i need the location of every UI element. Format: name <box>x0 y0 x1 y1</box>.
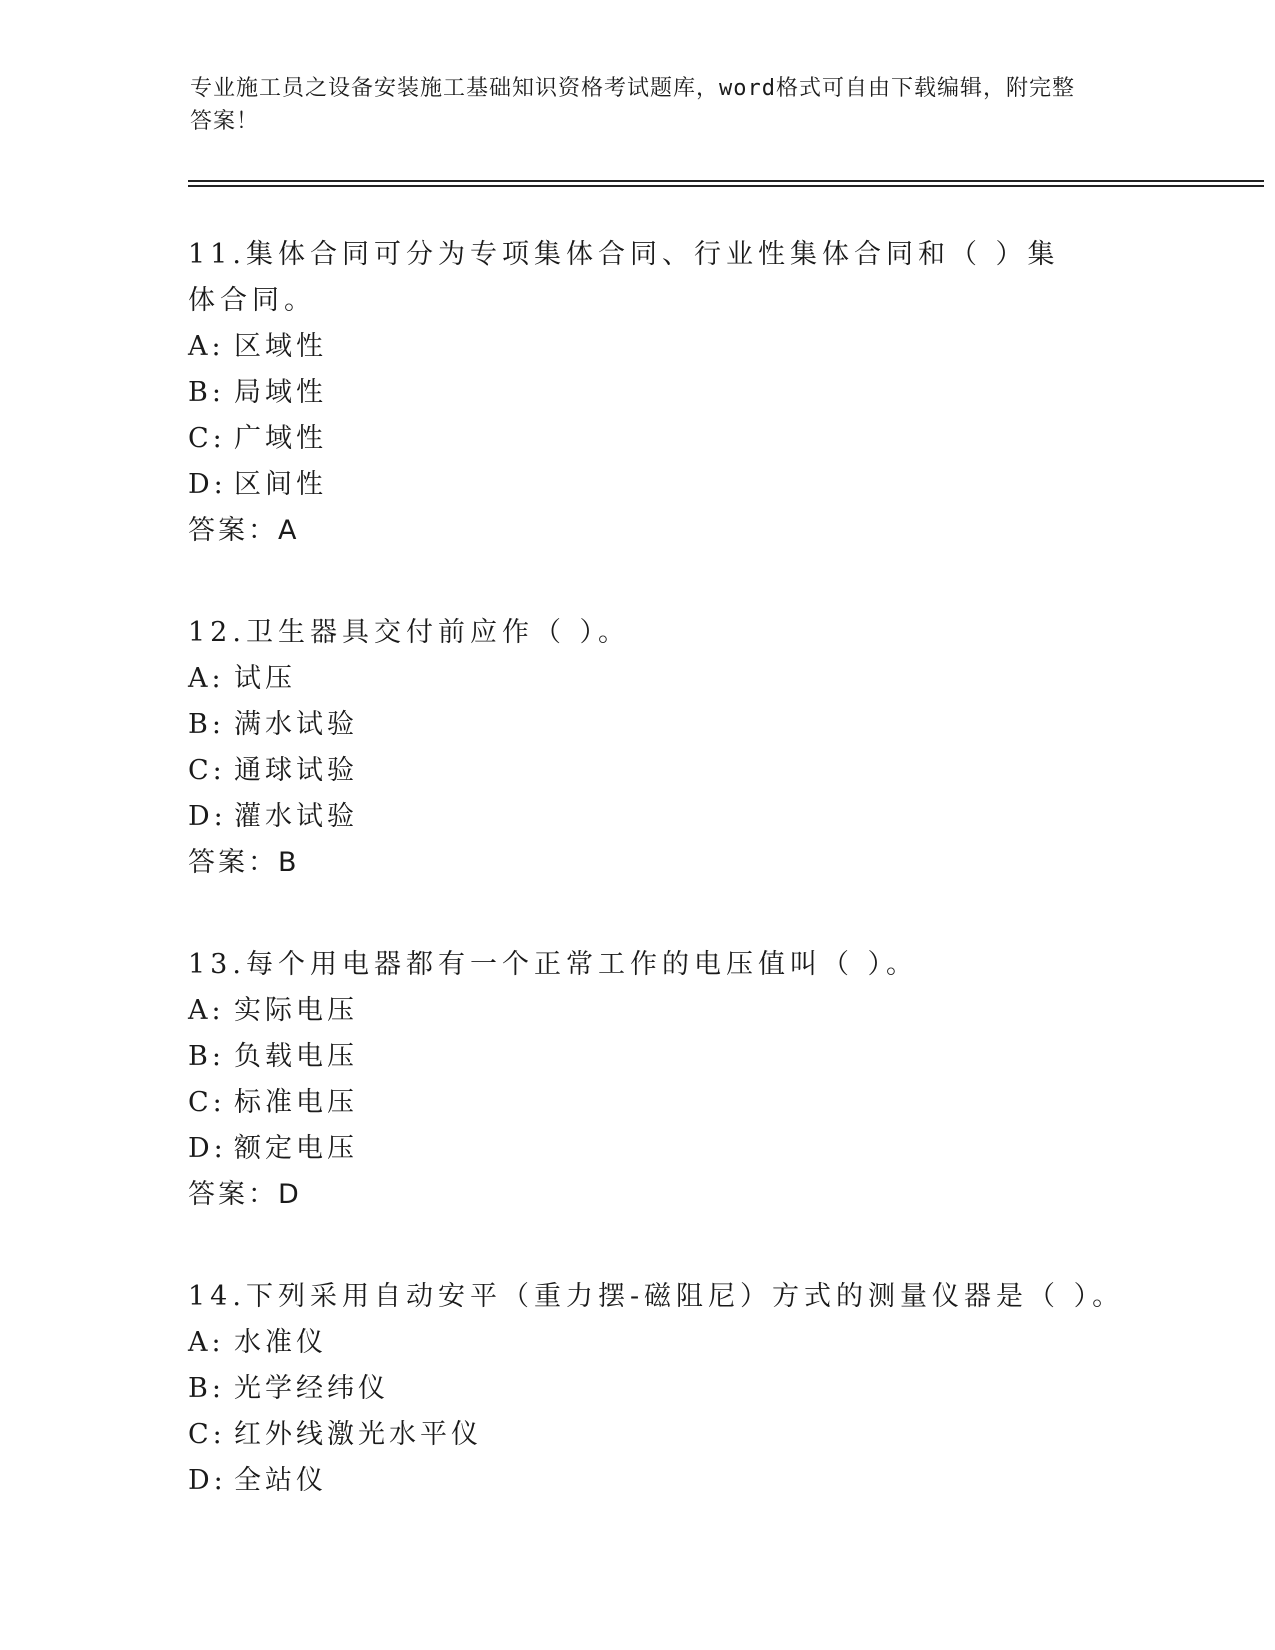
header-divider-top <box>188 180 1264 182</box>
option-text: 试压 <box>234 663 296 694</box>
option-text: 满水试验 <box>234 709 358 740</box>
option-d <box>188 1126 1188 1172</box>
question-text: 14.下列采用自动安平（重力摆-磁阻尼）方式的测量仪器是（ ）。 <box>188 1281 1125 1312</box>
option-a <box>188 324 1188 370</box>
question-11 <box>188 232 1188 554</box>
option-d <box>188 1458 1188 1504</box>
option-text: 全站仪 <box>234 1465 327 1496</box>
option-b <box>188 1366 1188 1412</box>
option-a <box>188 656 1188 702</box>
option-letter: A: <box>188 663 225 694</box>
option-c <box>188 748 1188 794</box>
option-letter: A: <box>188 331 225 362</box>
option-b <box>188 1034 1188 1080</box>
option-letter: D: <box>188 801 227 832</box>
option-b <box>188 370 1188 416</box>
option-text: 灌水试验 <box>234 801 358 832</box>
option-text: 光学经纬仪 <box>234 1373 389 1404</box>
option-c <box>188 416 1188 462</box>
option-text: 区域性 <box>234 331 327 362</box>
option-d <box>188 794 1188 840</box>
option-letter: A: <box>188 995 225 1026</box>
question-text: 12.卫生器具交付前应作（ ）。 <box>188 617 631 648</box>
option-letter: B: <box>188 377 225 408</box>
option-text: 广域性 <box>234 423 327 454</box>
question-13 <box>188 942 1188 1218</box>
answer-line: 答案：D <box>188 1179 302 1210</box>
document-header: 专业施工员之设备安装施工基础知识资格考试题库，word格式可自由下载编辑，附完整答案！ <box>190 76 1075 134</box>
option-letter: C: <box>188 423 226 454</box>
question-list <box>188 232 1188 1560</box>
option-letter: D: <box>188 469 227 500</box>
option-text: 局域性 <box>234 377 327 408</box>
option-letter: C: <box>188 755 226 786</box>
question-text: 13.每个用电器都有一个正常工作的电压值叫（ ）。 <box>188 949 919 980</box>
option-letter: B: <box>188 709 225 740</box>
option-letter: D: <box>188 1133 227 1164</box>
option-letter: C: <box>188 1087 226 1118</box>
option-text: 标准电压 <box>234 1087 358 1118</box>
option-text: 通球试验 <box>234 755 358 786</box>
answer-line: 答案：B <box>188 847 300 878</box>
option-letter: C: <box>188 1419 226 1450</box>
option-letter: D: <box>188 1465 227 1496</box>
question-14 <box>188 1274 1188 1504</box>
header-divider-bottom <box>188 185 1264 187</box>
option-d <box>188 462 1188 508</box>
option-text: 区间性 <box>234 469 327 500</box>
option-c <box>188 1080 1188 1126</box>
option-text: 红外线激光水平仪 <box>234 1419 482 1450</box>
option-b <box>188 702 1188 748</box>
option-a <box>188 1320 1188 1366</box>
option-text: 水准仪 <box>234 1327 327 1358</box>
option-text: 负载电压 <box>234 1041 358 1072</box>
option-c <box>188 1412 1188 1458</box>
option-letter: B: <box>188 1373 225 1404</box>
question-12 <box>188 610 1188 886</box>
answer-line: 答案：A <box>188 515 300 546</box>
option-text: 额定电压 <box>234 1133 358 1164</box>
option-letter: A: <box>188 1327 225 1358</box>
option-a <box>188 988 1188 1034</box>
option-text: 实际电压 <box>234 995 358 1026</box>
question-text: 11.集体合同可分为专项集体合同、行业性集体合同和（ ）集体合同。 <box>188 239 1060 316</box>
option-letter: B: <box>188 1041 225 1072</box>
